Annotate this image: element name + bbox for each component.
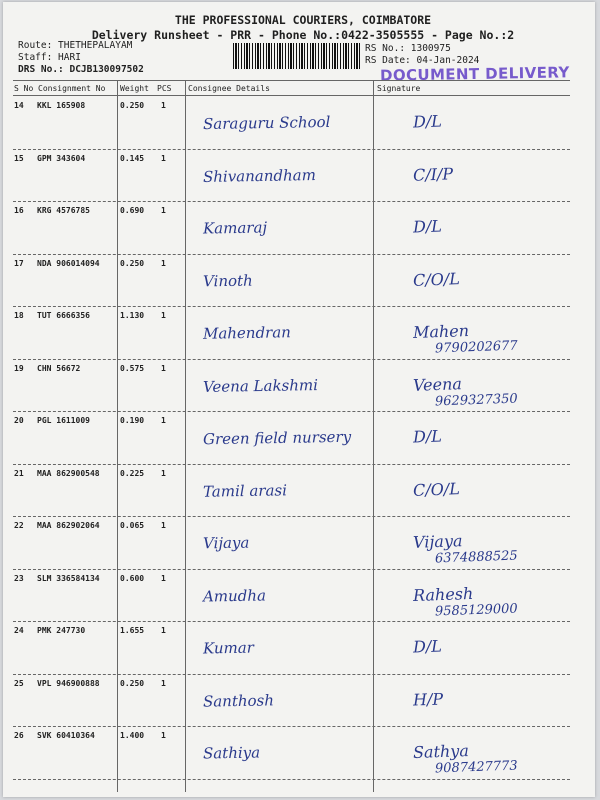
row-phone-note: 9087427773 [434,758,518,777]
row-consignment-no: KRG 4576785 [37,206,90,215]
row-weight: 0.575 [120,363,145,373]
row-consignment-no: TUT 6666356 [37,311,90,320]
row-signature: H/P [412,688,444,710]
row-consignee-handwritten: Shivanandham [202,165,317,186]
row-consignee-handwritten: Vijaya [202,533,250,553]
row-consignee-handwritten: Kumar [202,638,255,658]
row-consignment-no: MAA 862900548 [37,468,100,478]
row-signature: D/L [412,636,443,657]
row-pcs: 1 [161,206,166,215]
row-phone-note: 9629327350 [434,391,518,409]
row-divider [13,359,570,360]
row-divider [13,569,570,570]
row-signature: C/O/L [412,478,461,500]
row-divider [13,726,570,727]
row-divider [13,149,570,150]
col-header-consignment: Consignment No [38,84,106,93]
row-divider [13,674,570,675]
row-consignment-no: MAA 862902064 [37,521,100,530]
col-header-consignee: Consignee Details [188,84,270,93]
row-weight: 0.145 [120,153,145,163]
row-consignment-no: PGL 1611009 [37,416,90,425]
row-sno: 20 [14,416,24,425]
row-weight: 0.250 [120,258,145,268]
col-divider [117,80,118,792]
row-pcs: 1 [161,626,166,635]
row-signature: Vijaya [412,531,463,552]
row-pcs: 1 [161,101,166,110]
row-weight: 0.065 [120,521,145,530]
row-phone-note: 6374888525 [434,548,518,567]
row-divider [13,779,570,780]
row-weight: 0.225 [120,468,145,478]
row-sno: 26 [14,731,24,740]
runsheet-title: Delivery Runsheet - PRR - Phone No.:0422-3505555 - Page No.:2 [91,28,515,42]
row-consignee-handwritten: Mahendran [202,323,292,343]
row-divider [13,621,570,622]
row-weight: 1.400 [120,731,145,740]
row-sno: 25 [14,678,24,688]
row-consignment-no: NDA 906014094 [37,258,100,268]
row-signature: D/L [412,111,443,132]
row-divider [13,411,570,412]
route-label: Route: THETHEPALAYAM [18,40,133,51]
row-weight: 1.130 [120,311,145,320]
table-top-rule [13,80,570,81]
drs-number: DRS No.: DCJB130097502 [18,64,144,75]
col-divider [373,80,374,792]
row-consignee-handwritten: Kamaraj [202,218,268,238]
row-consignment-no: GPM 343604 [37,153,86,163]
row-consignment-no: KKL 165908 [37,101,86,110]
row-sno: 21 [14,468,24,478]
row-consignee-handwritten: Vinoth [202,271,253,290]
row-sno: 14 [14,101,24,110]
row-pcs: 1 [161,573,166,583]
row-sno: 23 [14,573,24,583]
row-sno: 15 [14,153,24,163]
row-signature: Rahesh [412,583,474,605]
row-divider [13,306,570,307]
row-signature: D/L [412,216,443,237]
barcode-image [233,43,361,69]
runsheet-page [3,2,595,797]
row-sno: 24 [14,626,24,635]
row-pcs: 1 [161,521,166,530]
document-delivery-stamp: DOCUMENT DELIVERY [379,63,570,85]
col-header-weight: Weight [120,84,149,93]
row-divider [13,201,570,202]
row-consignment-no: SLM 336584134 [37,573,100,583]
row-weight: 0.190 [120,416,145,425]
row-consignee-handwritten: Amudha [202,585,267,606]
row-pcs: 1 [161,258,166,268]
row-weight: 0.600 [120,573,145,583]
row-signature: C/O/L [412,268,461,290]
table-header-rule [13,95,570,96]
row-sno: 22 [14,521,24,530]
row-divider [13,516,570,517]
row-phone-note: 9585129000 [434,601,518,619]
row-signature: C/I/P [412,163,454,185]
row-consignee-handwritten: Tamil arasi [202,480,288,501]
row-weight: 0.250 [120,101,145,110]
row-consignee-handwritten: Green field nursery [202,427,352,449]
row-phone-note: 9790202677 [434,338,518,357]
row-sno: 16 [14,206,24,215]
row-divider [13,254,570,255]
row-signature: Mahen [412,321,470,342]
row-pcs: 1 [161,678,166,688]
row-weight: 0.690 [120,206,145,215]
row-pcs: 1 [161,311,166,320]
col-divider [185,80,186,792]
row-weight: 1.655 [120,626,145,635]
row-signature: D/L [412,426,443,447]
row-signature: Sathya [412,741,470,762]
col-header-sno: S No [14,84,34,93]
row-consignment-no: VPL 946900888 [37,678,100,688]
row-consignee-handwritten: Santhosh [202,690,275,711]
row-consignee-handwritten: Veena Lakshmi [202,375,319,396]
staff-label: Staff: HARI [18,52,81,63]
row-pcs: 1 [161,416,166,425]
row-pcs: 1 [161,468,166,478]
row-weight: 0.250 [120,678,145,688]
row-consignment-no: SVK 60410364 [37,731,95,740]
row-consignment-no: CHN 56672 [37,363,81,373]
row-sno: 19 [14,363,24,373]
row-signature: Veena [412,373,463,395]
row-sno: 17 [14,258,24,268]
col-header-signature: Signature [377,84,421,93]
row-consignment-no: PMK 247730 [37,626,86,635]
row-consignee-handwritten: Sathiya [202,743,261,763]
row-divider [13,464,570,465]
rs-number: RS No.: 1300975 [365,43,451,54]
rs-date: RS Date: 04-Jan-2024 [365,55,480,66]
row-pcs: 1 [161,363,166,373]
row-pcs: 1 [161,153,166,163]
row-pcs: 1 [161,731,166,740]
row-sno: 18 [14,311,24,320]
row-consignee-handwritten: Saraguru School [202,112,331,134]
col-header-pcs: PCS [157,84,172,93]
company-title: THE PROFESSIONAL COURIERS, COIMBATORE [174,13,432,27]
